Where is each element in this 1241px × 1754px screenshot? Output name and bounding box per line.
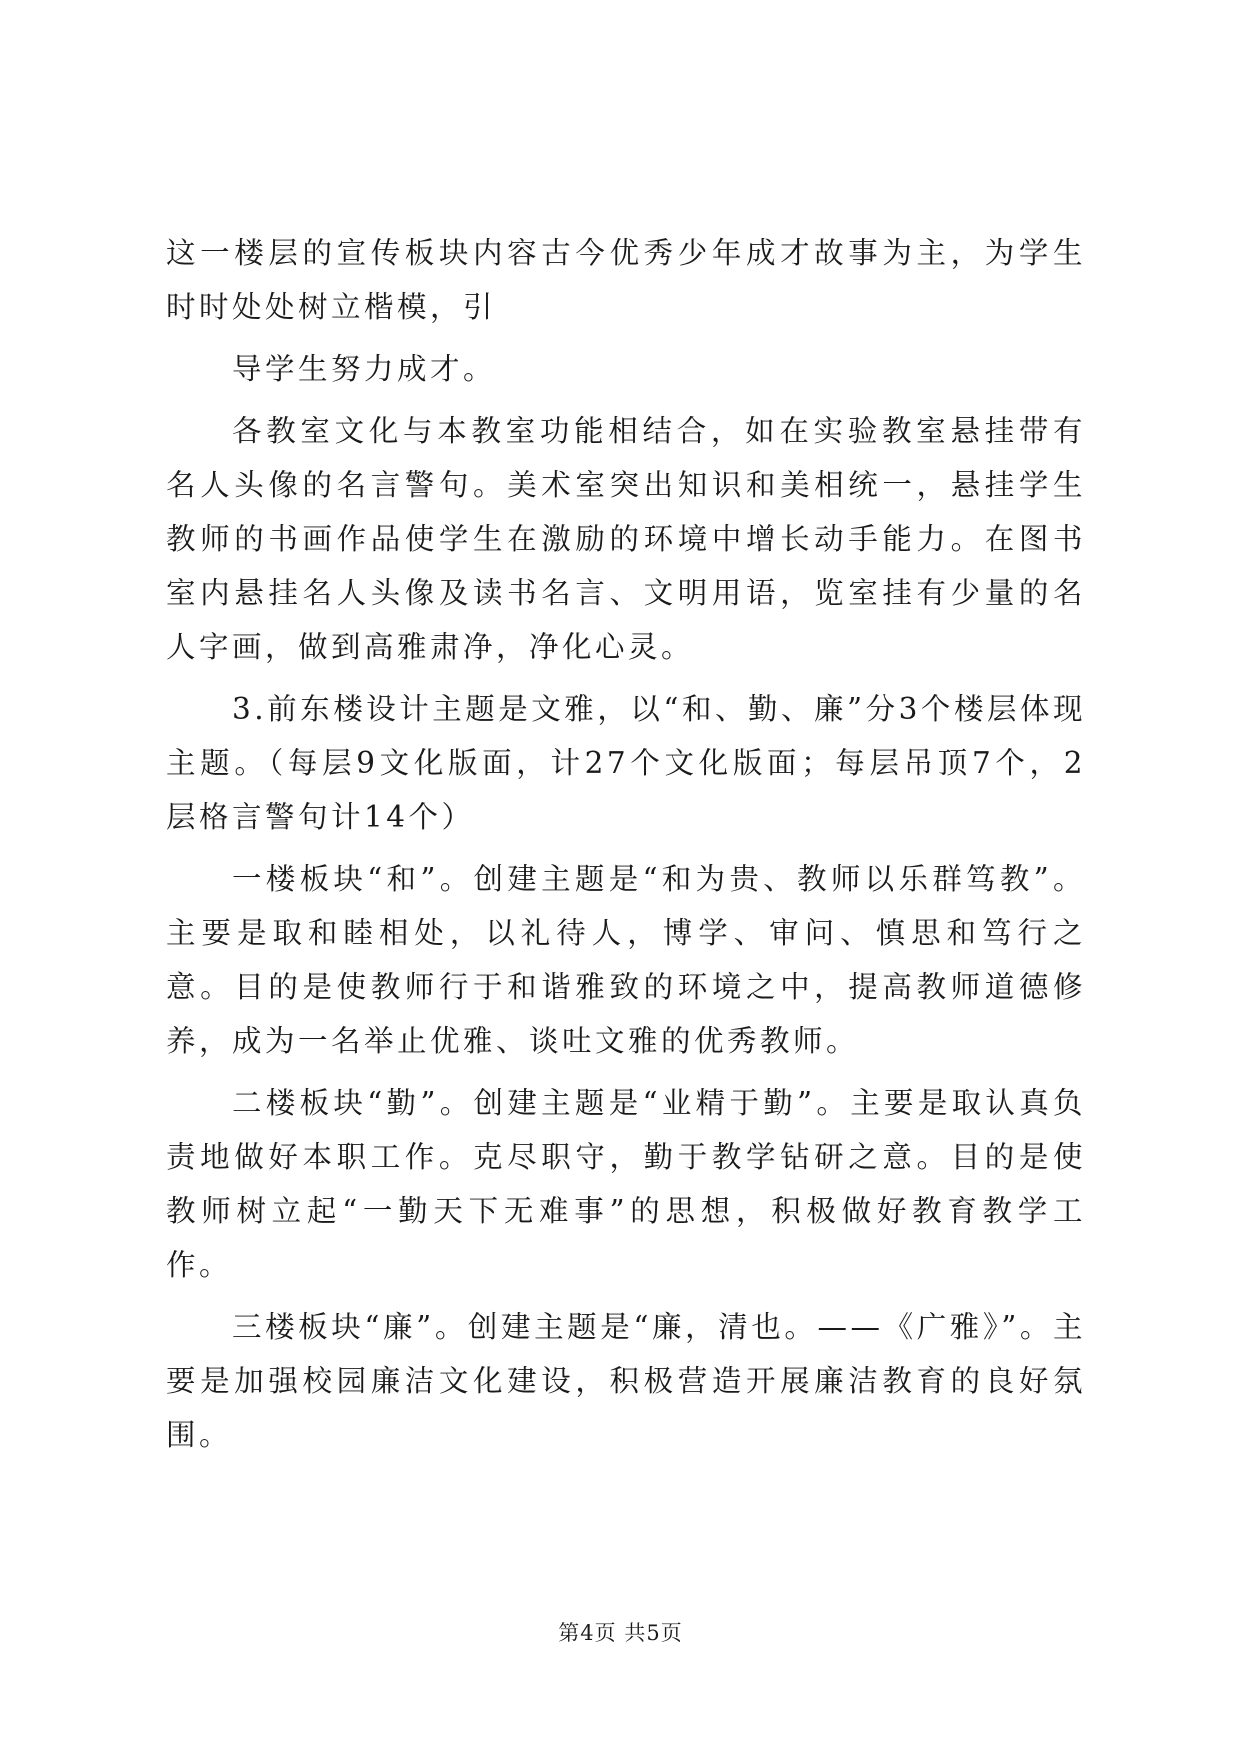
- paragraph: 导学生努力成才。: [232, 352, 497, 386]
- paragraph: 三楼板块“廉”。创建主题是“廉，清也。——《广雅》”。主要是加强校园廉洁文化建设，积极营造开展廉洁教育的良好氛围。: [166, 1310, 1086, 1452]
- paragraph: 这一楼层的宣传板块内容古今优秀少年成才故事为主，为学生时时处处树立楷模，引: [166, 236, 1086, 324]
- paragraph: 一楼板块“和”。创建主题是“和为贵、教师以乐群笃教”。主要是取和睦相处，以礼待人，博学、审问、慎思和笃行之意。目的是使教师行于和谐雅致的环境之中，提高教师道德修养，成为一名举止优雅、谈吐文雅的优秀教师。: [166, 862, 1086, 1058]
- paragraph: 二楼板块“勤”。创建主题是“业精于勤”。主要是取认真负责地做好本职工作。克尽职守，勤于教学钻研之意。目的是使教师树立起“一勤天下无难事”的思想，积极做好教育教学工作。: [166, 1086, 1086, 1282]
- paragraph: 各教室文化与本教室功能相结合，如在实验教室悬挂带有名人头像的名言警句。美术室突出知识和美相统一，悬挂学生教师的书画作品使学生在激励的环境中增长动手能力。在图书室内悬挂名人头像及读书名言、文明用语，览室挂有少量的名人字画，做到高雅肃净，净化心灵。: [166, 414, 1086, 664]
- paragraph: 3.前东楼设计主题是文雅，以“和、勤、廉”分3个楼层体现主题。（每层9文化版面，计27个文化版面；每层吊顶7个，2层格言警句计14个）: [166, 692, 1086, 834]
- document-body: [166, 226, 1086, 1462]
- page-number-footer: 第4页 共5页: [558, 1621, 683, 1645]
